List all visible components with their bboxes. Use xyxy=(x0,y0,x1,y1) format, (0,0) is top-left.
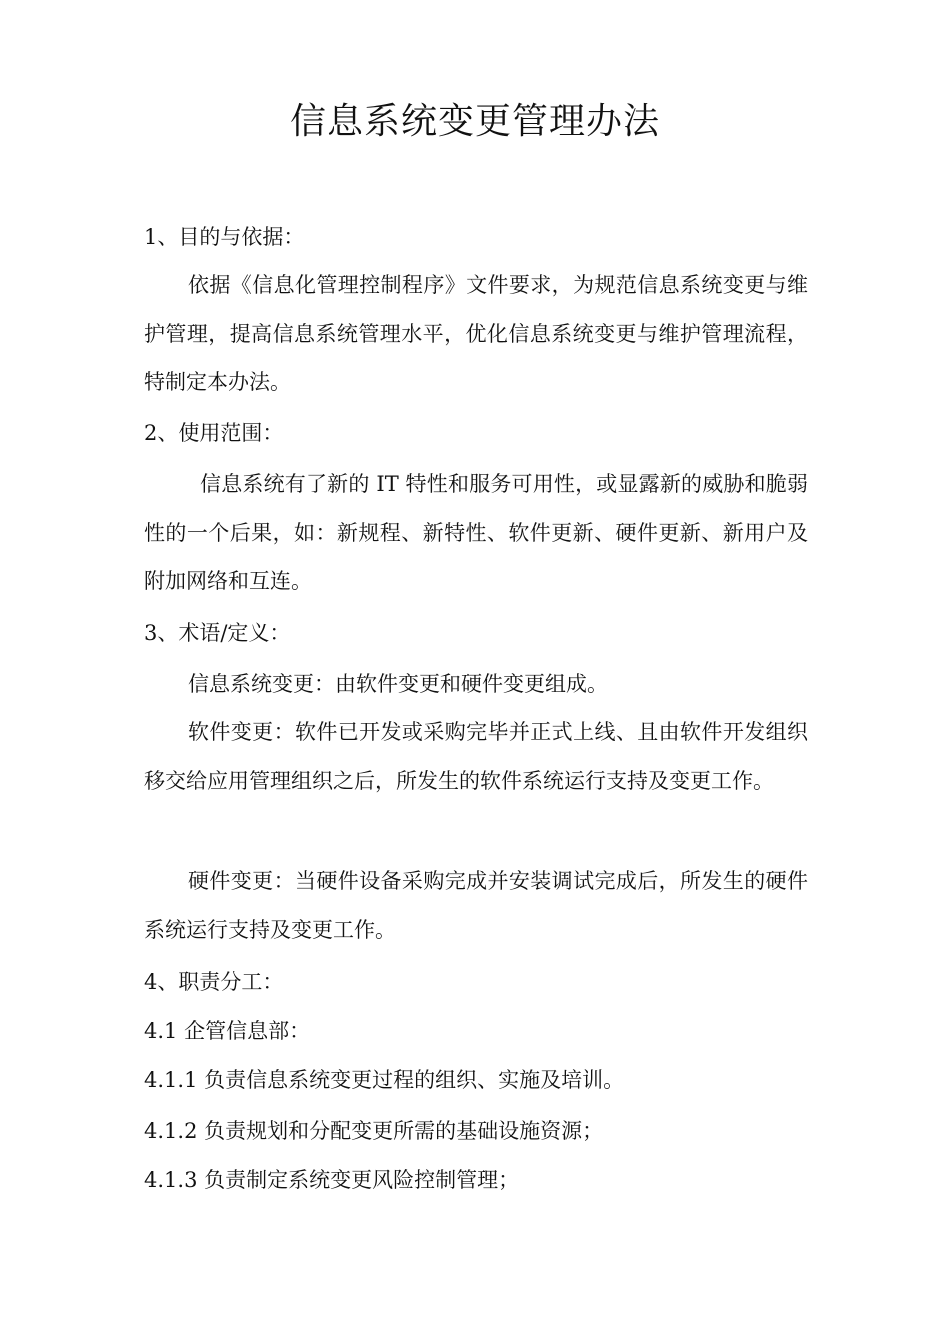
section-heading-responsibilities: 4、职责分工： xyxy=(144,970,284,994)
paragraph-scope: 信息系统有了新的 IT 特性和服务可用性，或显露新的威胁和脆弱性的一个后果，如：新规程、新特性、软件更新、硬件更新、新用户及附加网络和互连。 xyxy=(144,472,808,594)
section-heading-scope: 2、使用范围： xyxy=(144,421,284,445)
list-item-4-1-3: 4.1.3 负责制定系统变更风险控制管理； xyxy=(144,1168,520,1192)
paragraph-term-software-change: 软件变更：软件已开发或采购完毕并正式上线、且由软件开发组织移交给应用管理组织之后，所发生的软件系统运行支持及变更工作。 xyxy=(144,720,808,793)
section-heading-terms: 3、术语/定义： xyxy=(144,621,291,645)
paragraph-term-hardware-change: 硬件变更：当硬件设备采购完成并安装调试完成后，所发生的硬件系统运行支持及变更工作。 xyxy=(144,869,808,942)
list-item-4-1-2: 4.1.2 负责规划和分配变更所需的基础设施资源； xyxy=(144,1119,604,1143)
document-title: 信息系统变更管理办法 xyxy=(289,101,660,142)
paragraph-term-system-change: 信息系统变更：由软件变更和硬件变更组成。 xyxy=(188,672,608,696)
section-heading-purpose: 1、目的与依据： xyxy=(144,225,305,249)
list-item-4-1-1: 4.1.1 负责信息系统变更过程的组织、实施及培训。 xyxy=(144,1068,625,1092)
subsection-heading-4-1: 4.1 企管信息部： xyxy=(144,1019,311,1043)
paragraph-purpose: 依据《信息化管理控制程序》文件要求，为规范信息系统变更与维护管理，提高信息系统管理水平，优化信息系统变更与维护管理流程，特制定本办法。 xyxy=(144,273,808,395)
